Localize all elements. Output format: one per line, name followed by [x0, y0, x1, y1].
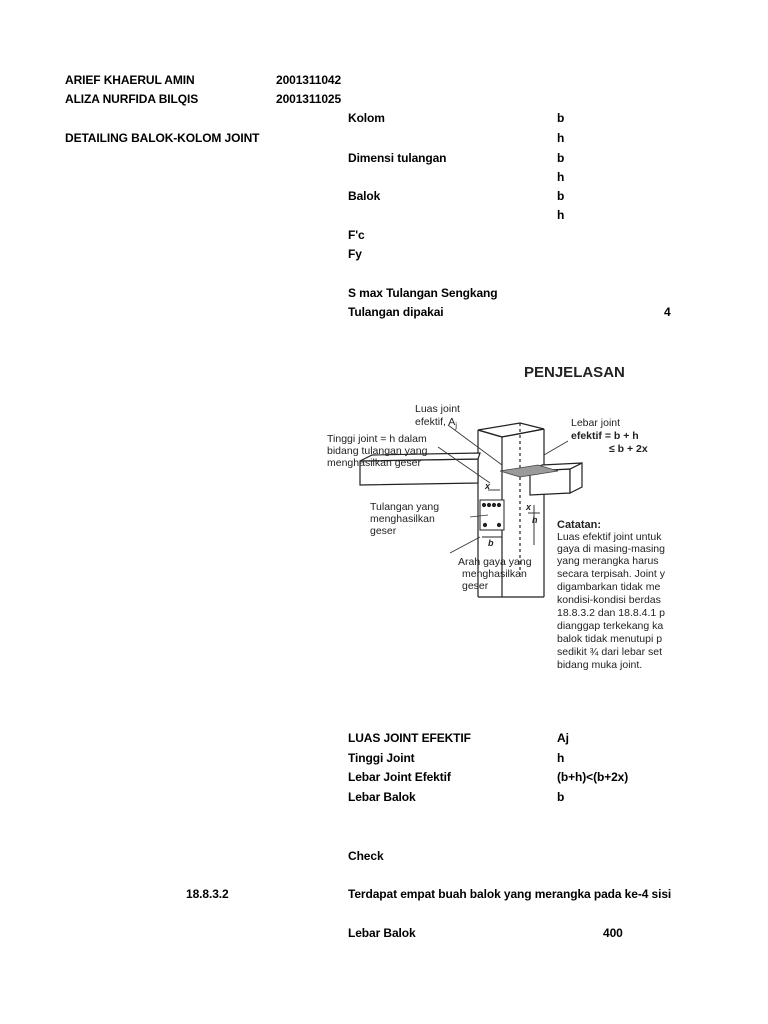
catatan-line: dianggap terkekang ka — [557, 620, 664, 632]
document-title: DETAILING BALOK-KOLOM JOINT — [65, 131, 260, 145]
tinggi-joint-line-2: bidang tulangan yang — [327, 445, 428, 457]
catatan-line: sedikit ¾ dari lebar set — [557, 646, 663, 658]
author-2-name: ALIZA NURFIDA BILQIS — [65, 92, 199, 106]
arah-gaya-line-3: geser — [462, 580, 489, 592]
catatan-line: 18.8.3.2 dan 18.8.4.1 p — [557, 607, 666, 619]
h-label: h — [532, 515, 538, 525]
catatan-line: secara terpisah. Joint y — [557, 568, 665, 580]
fc-label: F'c — [348, 228, 365, 242]
tinggi-joint-value: h — [557, 751, 565, 765]
b-label: b — [488, 538, 494, 548]
tulangan-line-2: menghasilkan — [370, 513, 435, 525]
lebar-joint-efektif-label: Lebar Joint Efektif — [348, 770, 451, 784]
dimensi-h: h — [557, 170, 565, 184]
catatan-title: Catatan: — [557, 519, 602, 531]
luas-joint-efektif-label: LUAS JOINT EFEKTIF — [348, 731, 471, 745]
catatan-line: Luas efektif joint untuk — [557, 531, 662, 543]
lebar-joint-line-2: efektif = b + h — [571, 430, 639, 442]
lebar-joint-line-3: ≤ b + 2x — [609, 443, 648, 455]
check-label: Check — [348, 849, 384, 863]
joint-diagram-figure — [320, 355, 675, 690]
dimensi-tulangan-label: Dimensi tulangan — [348, 151, 447, 165]
lebar-balok-label: Lebar Balok — [348, 790, 416, 804]
figure-heading: PENJELASAN — [524, 364, 625, 381]
catatan-line: gaya di masing-masing — [557, 543, 665, 555]
tulangan-line-1: Tulangan yang — [370, 501, 440, 513]
catatan-line: digambarkan tidak me — [557, 581, 661, 593]
lebar-balok-value: b — [557, 790, 565, 804]
luas-joint-label: Luas joint — [415, 403, 460, 415]
x-label-1: x — [485, 481, 491, 491]
check-lebar-balok-value: 400 — [603, 926, 623, 940]
catatan-line: yang merangka harus — [557, 555, 659, 567]
catatan-text — [557, 531, 666, 671]
kolom-h: h — [557, 131, 565, 145]
author-2-nim: 2001311025 — [276, 92, 342, 106]
arah-gaya-line-1: Arah gaya yang — [458, 556, 532, 568]
author-1-nim: 2001311042 — [276, 73, 342, 87]
catatan-line: balok tidak menutupi p — [557, 633, 663, 645]
arah-gaya-line-2: menghasilkan — [462, 568, 527, 580]
kolom-label: Kolom — [348, 111, 385, 125]
joint-diagram — [320, 355, 675, 690]
balok-h: h — [557, 208, 565, 222]
dimensi-b: b — [557, 151, 565, 165]
smax-label: S max Tulangan Sengkang — [348, 286, 498, 300]
tulangan-dipakai-label: Tulangan dipakai — [348, 305, 444, 319]
x-label-2: x — [526, 502, 532, 512]
lebar-joint-line-1: Lebar joint — [571, 417, 621, 429]
tulangan-dipakai-value: 4 — [664, 305, 671, 319]
kolom-b: b — [557, 111, 565, 125]
balok-label: Balok — [348, 189, 381, 203]
clause-number: 18.8.3.2 — [186, 887, 229, 901]
check-statement: Terdapat empat buah balok yang merangka pada ke-4 sisi — [348, 887, 672, 901]
lebar-joint-efektif-value: (b+h)<(b+2x) — [557, 770, 629, 784]
fy-label: Fy — [348, 247, 362, 261]
efektif-aj-label: efektif, $A_j$ — [415, 416, 458, 430]
check-lebar-balok-label: Lebar Balok — [348, 926, 416, 940]
balok-b: b — [557, 189, 565, 203]
tinggi-joint-label: Tinggi Joint — [348, 751, 415, 765]
author-1-name: ARIEF KHAERUL AMIN — [65, 73, 195, 87]
tinggi-joint-line-1: Tinggi joint = h dalam — [327, 433, 427, 445]
catatan-line: kondisi-kondisi berdas — [557, 594, 661, 606]
catatan-line: bidang muka joint. — [557, 659, 643, 671]
luas-joint-efektif-value: Aj — [557, 731, 569, 745]
tulangan-line-3: geser — [370, 525, 397, 537]
tinggi-joint-line-3: menghasilkan geser — [327, 457, 421, 469]
